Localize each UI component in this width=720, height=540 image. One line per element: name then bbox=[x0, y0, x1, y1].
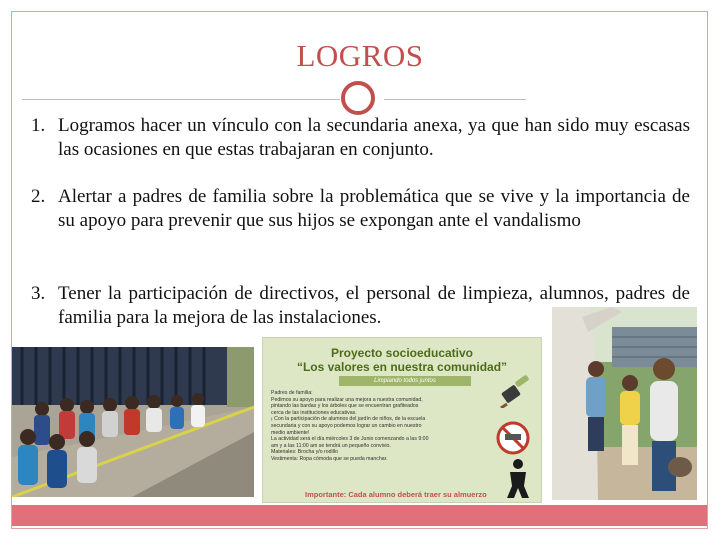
poster-body-line: ¡ Con la participación de alumnos del jardín de niños, de la escuela bbox=[271, 416, 426, 423]
list-item-number: 3. bbox=[31, 283, 46, 304]
list-item-text: Tener la participación de directivos, el personal de limpieza, alumnos, padres de familia para la mejora de las instalaciones. bbox=[58, 283, 690, 328]
poster-body-line: pintando las bardas y los árboles que se encuentran grafiteados bbox=[271, 403, 419, 410]
poster-body-line: cerca de las instituciones educativas. bbox=[271, 409, 357, 416]
list-item-text: Alertar a padres de familia sobre la problemática que se vive y la importancia de su apoyo para prevenir que sus hijos se expongan ante el vandalismo bbox=[58, 186, 690, 231]
no-graffiti-icon bbox=[495, 420, 531, 456]
title-divider-right bbox=[384, 99, 526, 100]
divider-circle-ornament bbox=[341, 81, 375, 115]
poster-title: Proyecto socioeducativo bbox=[330, 346, 474, 360]
poster-body-line: Materiales: Brocha y/o rodillo bbox=[271, 449, 338, 456]
bottom-accent-bar bbox=[12, 505, 707, 526]
children-outdoor-photo bbox=[12, 347, 254, 497]
poster-body-line: Vestimenta: Ropa cómoda que se pueda manchar. bbox=[271, 455, 388, 462]
list-item-number: 2. bbox=[31, 186, 46, 207]
poster-body-line: Pedimos su apoyo para realizar una mejora a nuestra comunidad, bbox=[271, 396, 423, 403]
title-divider-left bbox=[22, 99, 340, 100]
poster-strip: Limpiando todos juntos bbox=[339, 376, 471, 386]
person-silhouette-icon bbox=[503, 458, 533, 498]
list-item-number: 1. bbox=[31, 115, 46, 136]
tree-painting-photo-graphic bbox=[552, 307, 697, 500]
project-poster bbox=[262, 337, 542, 503]
list-item bbox=[31, 114, 690, 162]
poster-body-line: Padres de familia: bbox=[271, 390, 313, 396]
poster-body bbox=[271, 390, 471, 463]
paint-brush-icon bbox=[499, 374, 535, 408]
poster-subtitle: “Los valores en nuestra comunidad” bbox=[296, 360, 508, 374]
list-item bbox=[31, 185, 690, 233]
children-outdoor-photo-graphic bbox=[12, 347, 254, 497]
slide-title: LOGROS bbox=[296, 38, 424, 73]
list-item-text: Logramos hacer un vínculo con la secundaria anexa, ya que han sido muy escasas las ocasiones en que estas trabajaran en conjunto. bbox=[58, 115, 690, 160]
poster-body-line: medio ambiente! bbox=[271, 429, 310, 436]
poster-body-line: am y a las 11:00 am se tendrá un pequeño convivio. bbox=[271, 442, 391, 449]
poster-body-line: secundaria y con su apoyo podemos lograr un cambio en nuestro bbox=[271, 422, 422, 429]
poster-body-line: La actividad será el día miércoles 3 de Junio comenzando a las 9:00 bbox=[271, 436, 429, 443]
tree-painting-photo bbox=[552, 307, 697, 500]
poster-footer: Importante: Cada alumno deberá traer su almuerzo bbox=[305, 490, 487, 499]
